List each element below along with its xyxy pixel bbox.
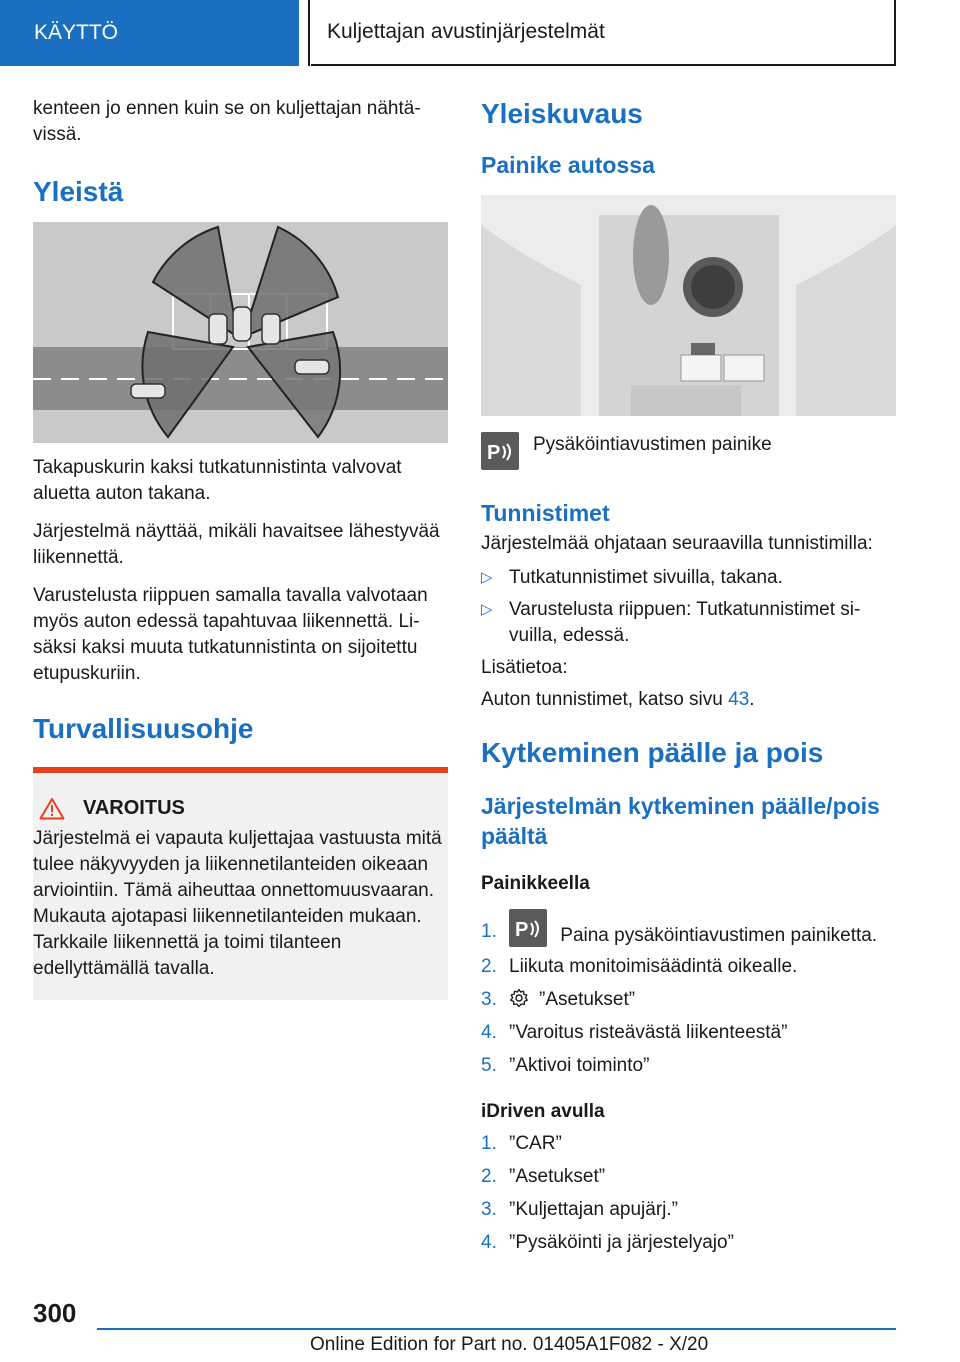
step-number: 4. — [481, 1022, 497, 1043]
heading-safety: Turvallisuusohje — [33, 713, 254, 744]
right-column — [481, 96, 896, 1263]
radar-coverage-graphic — [33, 222, 448, 443]
step-number: 2. — [481, 956, 497, 977]
list-item — [481, 565, 896, 591]
radar-coverage-illustration — [33, 222, 448, 443]
header-divider — [308, 0, 310, 66]
svg-text:P: P — [487, 442, 501, 464]
step-text: ”Pysäköinti ja järjestelyajo” — [509, 1232, 734, 1253]
list-item — [481, 1164, 896, 1190]
list-item — [481, 597, 896, 649]
list-item — [481, 905, 896, 947]
heading-button-in-car: Painike autossa — [481, 152, 655, 178]
left-column — [33, 96, 448, 1000]
list-item — [481, 1197, 896, 1223]
sensor-list — [481, 565, 896, 649]
page-number: 300 — [33, 1298, 77, 1328]
step-text: ”Asetukset” — [509, 1166, 606, 1187]
chapter-title: Kuljettajan avustinjärjestelmät — [327, 20, 605, 43]
step-text: Paina pysäköintiavustimen painiketta. — [560, 925, 878, 947]
footer-divider — [97, 1328, 896, 1330]
step-text: ”Aktivoi toiminto” — [509, 1055, 650, 1076]
heading-general: Yleistä — [33, 176, 124, 207]
step-text: ”Varoitus risteävästä liikenteestä” — [509, 1022, 788, 1043]
list-item — [481, 1053, 896, 1079]
step-text: ”Kuljettajan apujärj.” — [509, 1199, 678, 1220]
warning-triangle-icon — [39, 797, 65, 820]
svg-text:P: P — [515, 919, 529, 941]
parking-assist-button-icon — [481, 432, 519, 470]
warning-box — [33, 767, 448, 1000]
button-caption: Pysäköintiavustimen painike — [533, 434, 772, 455]
step-number: 3. — [481, 989, 497, 1010]
bullet-triangle-icon: ▷ — [481, 569, 493, 586]
step-number: 3. — [481, 1199, 497, 1220]
ref-text: Auton tunnistimet, katso sivu — [481, 689, 729, 710]
parking-assist-button-icon — [509, 909, 547, 947]
heading-overview: Yleiskuvaus — [481, 98, 643, 129]
heading-switch-on-off: Kytkeminen päälle ja pois — [481, 737, 824, 768]
sensor-item-text: Tutkatunnistimet sivuilla, takana. — [509, 567, 783, 588]
list-item — [481, 1230, 896, 1256]
step-text: Liikuta monitoimisäädintä oikealle. — [509, 956, 798, 977]
warning-text: Järjestelmä ei vapauta kuljettajaa vastuusta mitä tulee näkyvyyden ja liikennetilanteiden oikeaan arviointiin. Tämä aiheuttaa onnettomuusvaaran. Mukauta ajotapasi liikennetilanteiden mukaan. Tarkkaile liikennettä ja toimi tilanteen edellyttämällä tavalla. — [33, 828, 442, 979]
sensor-item-text: Varustelusta riippuen: Tutkatunnistimet sivuilla, edessä. — [509, 599, 861, 646]
step-text: ”CAR” — [509, 1133, 562, 1154]
step-number: 1. — [481, 921, 497, 942]
intro-text: kenteen jo ennen kuin se on kuljettajan nähtävissä. — [33, 98, 421, 145]
general-text-3: Varustelusta riippuen samalla tavalla valvotaan myös auton edessä tapahtuvaa liikennettä. Lisäksi kaksi muuta tutkatunnistinta on sijoitettu etupuskuriin. — [33, 585, 428, 684]
button-steps-list — [481, 905, 896, 1079]
sensors-intro: Järjestelmää ohjataan seuraavilla tunnistimilla: — [481, 533, 873, 554]
list-item — [481, 1131, 896, 1157]
chapter-title-box — [311, 0, 896, 66]
warning-title: VAROITUS — [83, 797, 185, 819]
center-console-photo — [481, 195, 896, 416]
step-number: 4. — [481, 1232, 497, 1253]
ref-page-link[interactable]: 43 — [728, 689, 750, 710]
heading-sensors: Tunnistimet — [481, 500, 610, 526]
settings-gear-icon — [509, 988, 529, 1008]
list-item — [481, 987, 896, 1013]
section-tab — [0, 0, 299, 66]
ref-end: . — [749, 689, 755, 710]
heading-switch-system: Järjestelmän kytkeminen päälle/pois päältä — [481, 793, 880, 849]
cross-reference — [481, 687, 896, 713]
general-text-2: Järjestelmä näyttää, mikäli havaitsee lähestyvää liikennettä. — [33, 521, 440, 568]
button-caption-row — [481, 432, 896, 470]
step-number: 1. — [481, 1133, 497, 1154]
step-number: 2. — [481, 1166, 497, 1187]
heading-by-button: Painikkeella — [481, 873, 590, 894]
center-console-graphic — [481, 195, 896, 416]
section-label: KÄYTTÖ — [34, 21, 119, 44]
list-item — [481, 1020, 896, 1046]
more-info-label: Lisätietoa: — [481, 657, 568, 678]
warning-title-row — [39, 797, 448, 820]
heading-idrive: iDriven avulla — [481, 1101, 605, 1122]
list-item — [481, 954, 896, 980]
edition-note: Online Edition for Part no. 01405A1F082 - X/20 — [310, 1334, 709, 1355]
step-text: ”Asetukset” — [539, 989, 636, 1010]
bullet-triangle-icon: ▷ — [481, 601, 493, 618]
general-text-1: Takapuskurin kaksi tutkatunnistinta valvovat aluetta auton takana. — [33, 457, 402, 504]
step-number: 5. — [481, 1055, 497, 1076]
idrive-steps-list — [481, 1131, 896, 1256]
